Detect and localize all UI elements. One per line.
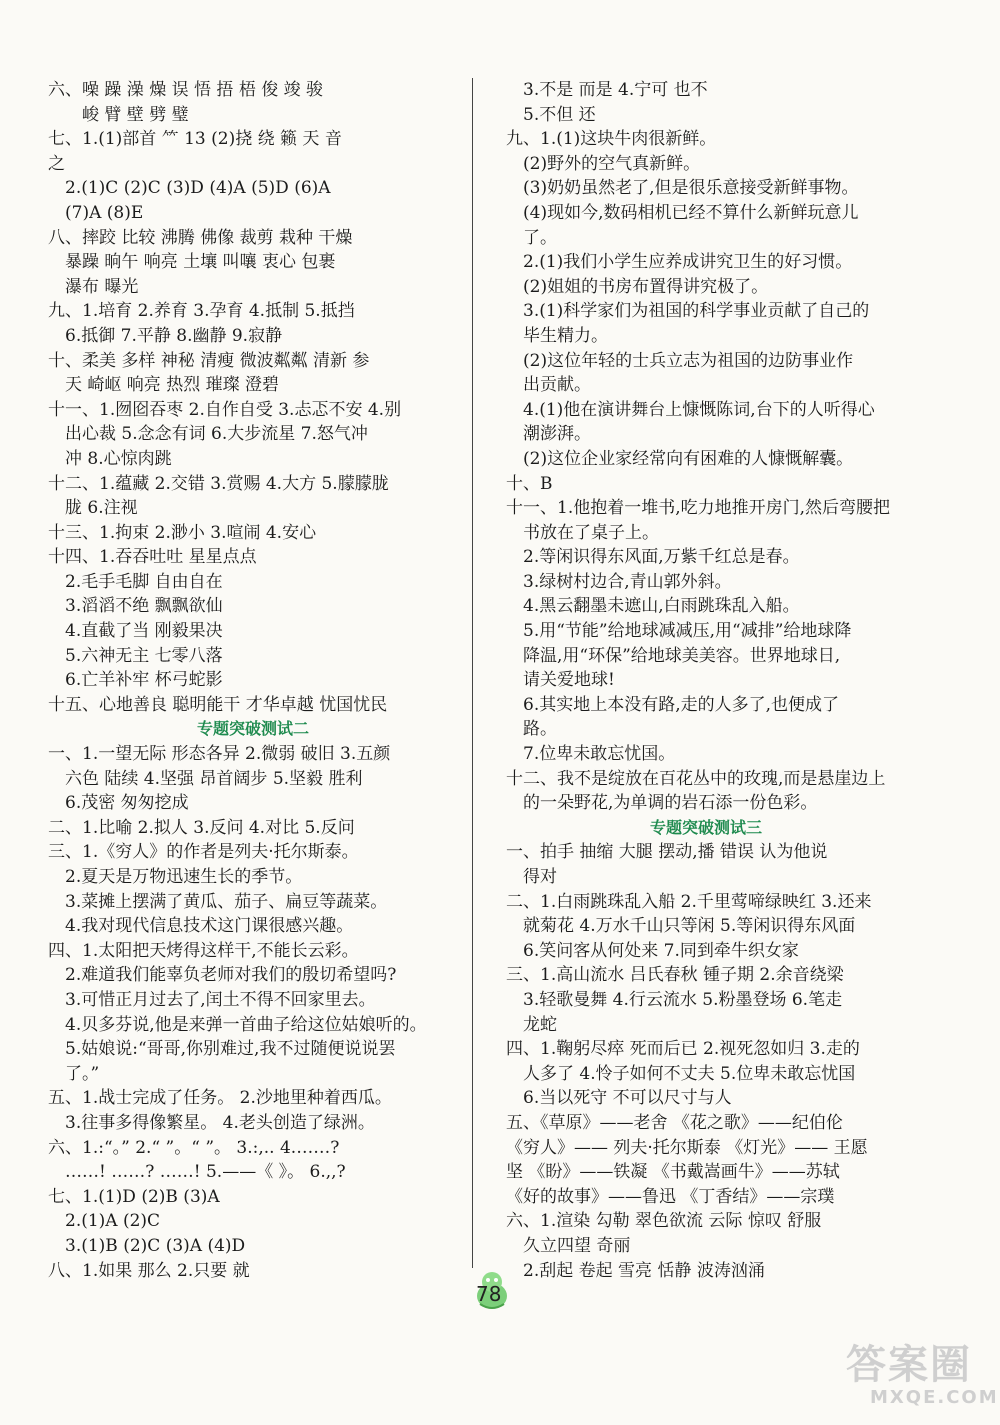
answer-line: 坚 《盼》——铁凝 《书戴嵩画牛》——苏轼 — [506, 1162, 840, 1183]
answer-line: 出心裁 5.念念有词 6.大步流星 7.怒气冲 — [48, 424, 368, 445]
answer-line: 6.茂密 匆匆挖成 — [48, 793, 189, 814]
watermark-title: 答案圈 — [846, 1342, 972, 1388]
answer-line: 3.菜摊上摆满了黄瓜、茄子、扁豆等蔬菜。 — [48, 891, 388, 912]
answer-line: 暴躁 晌午 响亮 土壤 叫嚷 衷心 包裹 — [48, 252, 336, 273]
answer-line: 胧 6.注视 — [48, 498, 138, 519]
answer-line: 2.(1)我们小学生应养成讲究卫生的好习惯。 — [506, 252, 853, 273]
answer-line: 3.绿树村边合,青山郭外斜。 — [506, 571, 732, 592]
answer-line: 三、1.高山流水 吕氏春秋 锺子期 2.余音绕梁 — [506, 965, 844, 986]
answer-line: (3)奶奶虽然老了,但是很乐意接受新鲜事物。 — [506, 178, 859, 199]
answer-line: 6.当以死守 不可以尺寸与人 — [506, 1088, 732, 1109]
answer-line: 出贡献。 — [506, 375, 591, 396]
section-heading: 专题突破测试三 — [649, 817, 762, 837]
answer-line: 5.不但 还 — [506, 104, 596, 125]
answer-line: 一、1.一望无际 形态各异 2.微弱 破旧 3.五颜 — [48, 744, 391, 765]
answer-line: 6.笑问客从何处来 7.同到牵牛织女家 — [506, 940, 799, 961]
answer-line: 4.直截了当 刚毅果决 — [48, 621, 223, 642]
answer-line: 八、摔跤 比较 沸腾 佛像 裁剪 栽种 干燥 — [48, 227, 353, 248]
answer-line: 就菊花 4.万水千山只等闲 5.等闲识得东风面 — [506, 916, 856, 937]
answer-line: 四、1.鞠躬尽瘁 死而后已 2.视死忽如归 3.走的 — [506, 1039, 860, 1060]
answer-line: 3.可惜正月过去了,闰土不得不回家里去。 — [48, 989, 376, 1010]
right-column — [506, 78, 906, 1283]
answer-line: 八、1.如果 那么 2.只要 就 — [48, 1260, 250, 1281]
column-divider — [472, 78, 473, 1268]
answer-line: 路。 — [506, 719, 557, 740]
answer-line: 3.(1)B (2)C (3)A (4)D — [48, 1235, 246, 1256]
answer-line: (2)这位企业家经常向有困难的人慷慨解囊。 — [506, 448, 854, 469]
answer-line: (7)A (8)E — [48, 202, 144, 223]
left-column — [48, 78, 458, 1283]
answer-line: 六、1.:“。” 2.“ ”。“ ”。 3.:,.. 4.……? — [48, 1137, 340, 1158]
answer-line: 书放在了桌子上。 — [506, 522, 659, 543]
answer-line: 了。 — [506, 227, 557, 248]
page-number: 78 — [476, 1282, 502, 1306]
answer-line: 2.夏天是万物迅速生长的季节。 — [48, 867, 303, 887]
answer-line: 十三、1.拘束 2.渺小 3.喧闹 4.安心 — [48, 522, 317, 543]
answer-line: 4.我对现代信息技术这门课很感兴趣。 — [48, 916, 354, 937]
answer-line: (4)现如今,数码相机已经不算什么新鲜玩意儿 — [506, 202, 859, 223]
answer-line: 3.(1)科学家们为祖国的科学事业贡献了自己的 — [506, 301, 870, 322]
section-heading: 专题突破测试二 — [196, 719, 309, 739]
answer-line: 人多了 4.怜子如何不丈夫 5.位卑未敢忘忧国 — [506, 1063, 856, 1084]
answer-line: 十一、1.他抱着一堆书,吃力地推开房门,然后弯腰把 — [506, 498, 891, 519]
answer-line: 4.黑云翻墨未遮山,白雨跳珠乱入船。 — [506, 596, 800, 617]
answer-line: 一、拍手 抽缩 大腿 摆动,播 错误 认为他说 — [506, 842, 828, 863]
answer-line: 潮澎湃。 — [506, 424, 591, 445]
answer-line: 十五、心地善良 聪明能干 才华卓越 忧国忧民 — [48, 694, 388, 715]
answer-line: 九、1.培育 2.养育 3.孕育 4.抵制 5.抵挡 — [48, 301, 355, 322]
answer-line: 3.滔滔不绝 飘飘欲仙 — [48, 596, 223, 617]
answer-line: (2)姐姐的书房布置得讲究极了。 — [506, 276, 769, 297]
answer-line: 4.(1)他在演讲舞台上慷慨陈词,台下的人听得心 — [506, 399, 875, 420]
answer-line: 久立四望 奇丽 — [506, 1235, 631, 1256]
answer-line: 六、噪 躁 澡 燥 误 悟 捂 梧 俊 竣 骏 — [48, 80, 324, 100]
answer-line: 天 崎岖 响亮 热烈 璀璨 澄碧 — [48, 375, 280, 396]
answer-line: 了。” — [48, 1063, 100, 1084]
answer-line: 2.(1)A (2)C — [48, 1211, 161, 1232]
answer-line: 十二、我不是绽放在百花丛中的玫瑰,而是悬崖边上 — [506, 768, 886, 789]
answer-line: 龙蛇 — [506, 1014, 557, 1035]
answer-line: 7.位卑未敢忘忧国。 — [506, 744, 676, 765]
answer-line: 七、1.(1)部首 ⺮ 13 (2)挠 绕 籁 天 音 — [48, 129, 342, 150]
answer-line: (2)这位年轻的士兵立志为祖国的边防事业作 — [506, 350, 854, 371]
answer-line: 2.难道我们能辜负老师对我们的殷切希望吗? — [48, 965, 397, 986]
answer-line: ……! ……? ……! 5.——《 》。 6.,,? — [48, 1162, 346, 1183]
answer-line: 二、1.比喻 2.拟人 3.反问 4.对比 5.反问 — [48, 817, 355, 838]
answer-line: 5.用“节能”给地球减减压,用“减排”给地球降 — [506, 621, 852, 642]
answer-line: 六、1.渲染 勾勒 翠色欲流 云际 惊叹 舒服 — [506, 1211, 822, 1232]
answer-line: 4.贝多芬说,他是来弹一首曲子给这位姑娘听的。 — [48, 1014, 427, 1035]
answer-line: 得对 — [506, 867, 557, 887]
answer-line: 毕生精力。 — [506, 325, 608, 346]
answer-line: 九、1.(1)这块牛肉很新鲜。 — [506, 129, 717, 150]
answer-line: 2.(1)C (2)C (3)D (4)A (5)D (6)A — [48, 178, 331, 199]
watermark — [842, 1329, 999, 1419]
answer-line: 瀑布 曝光 — [48, 276, 139, 297]
answer-line: 之 — [48, 153, 65, 174]
answer-line: 四、1.太阳把天烤得这样干,不能长云彩。 — [48, 940, 359, 961]
answer-line: 十一、1.囫囵吞枣 2.自作自受 3.忐忑不安 4.别 — [48, 399, 402, 420]
answer-line: 3.不是 而是 4.宁可 也不 — [506, 80, 708, 100]
answer-line: 峻 臂 壁 劈 璧 — [48, 104, 189, 125]
answer-line: (2)野外的空气真新鲜。 — [506, 153, 701, 174]
answer-line: 降温,用“环保”给地球美美容。世界地球日, — [506, 645, 841, 666]
answer-line: 请关爱地球! — [506, 670, 615, 691]
answer-line: 2.刮起 卷起 雪亮 恬静 波涛汹涌 — [506, 1260, 765, 1281]
answer-line: 七、1.(1)D (2)B (3)A — [48, 1186, 220, 1207]
answer-line: 2.等闲识得东风面,万紫千红总是春。 — [506, 547, 800, 568]
answer-line: 5.姑娘说:“哥哥,你别难过,我不过随便说说罢 — [48, 1039, 396, 1060]
answer-line: 6.亡羊补牢 杯弓蛇影 — [48, 670, 223, 691]
answer-line: 五、《草原》——老舍 《花之歌》——纪伯伦 — [506, 1112, 843, 1133]
answer-line: 《好的故事》——鲁迅 《丁香结》——宗璞 — [506, 1186, 835, 1207]
answer-line: 3.往事多得像繁星。 4.老头创造了绿洲。 — [48, 1112, 375, 1133]
answer-line: 十、B — [506, 473, 553, 494]
answer-line: 的一朵野花,为单调的岩石添一份色彩。 — [506, 793, 818, 814]
answer-line: 冲 8.心惊肉跳 — [48, 448, 172, 469]
answer-line: 6.抵御 7.平静 8.幽静 9.寂静 — [48, 325, 283, 346]
answer-line: 十四、1.吞吞吐吐 星星点点 — [48, 547, 257, 568]
answer-line: 6.其实地上本没有路,走的人多了,也便成了 — [506, 694, 840, 715]
answer-line: 三、1.《穷人》的作者是列夫·托尔斯泰。 — [48, 842, 359, 863]
answer-line: 十二、1.蕴藏 2.交错 3.赏赐 4.大方 5.朦朦胧 — [48, 473, 389, 494]
answer-line: 3.轻歌曼舞 4.行云流水 5.粉墨登场 6.笔走 — [506, 989, 843, 1010]
answer-line: 十、柔美 多样 神秘 清瘦 微波粼粼 清新 参 — [48, 350, 370, 371]
answer-line: 二、1.白雨跳珠乱入船 2.千里莺啼绿映红 3.还来 — [506, 891, 872, 912]
answer-line: 五、1.战士完成了任务。 2.沙地里种着西瓜。 — [48, 1088, 392, 1109]
answer-line: 《穷人》—— 列夫·托尔斯泰 《灯光》—— 王愿 — [506, 1137, 868, 1158]
answer-line: 六色 陆续 4.坚强 昂首阔步 5.坚毅 胜利 — [48, 768, 363, 789]
watermark-url: MXQE.COM — [870, 1387, 999, 1408]
answer-line: 5.六神无主 七零八落 — [48, 645, 223, 666]
answer-line: 2.毛手毛脚 自由自在 — [48, 571, 223, 592]
